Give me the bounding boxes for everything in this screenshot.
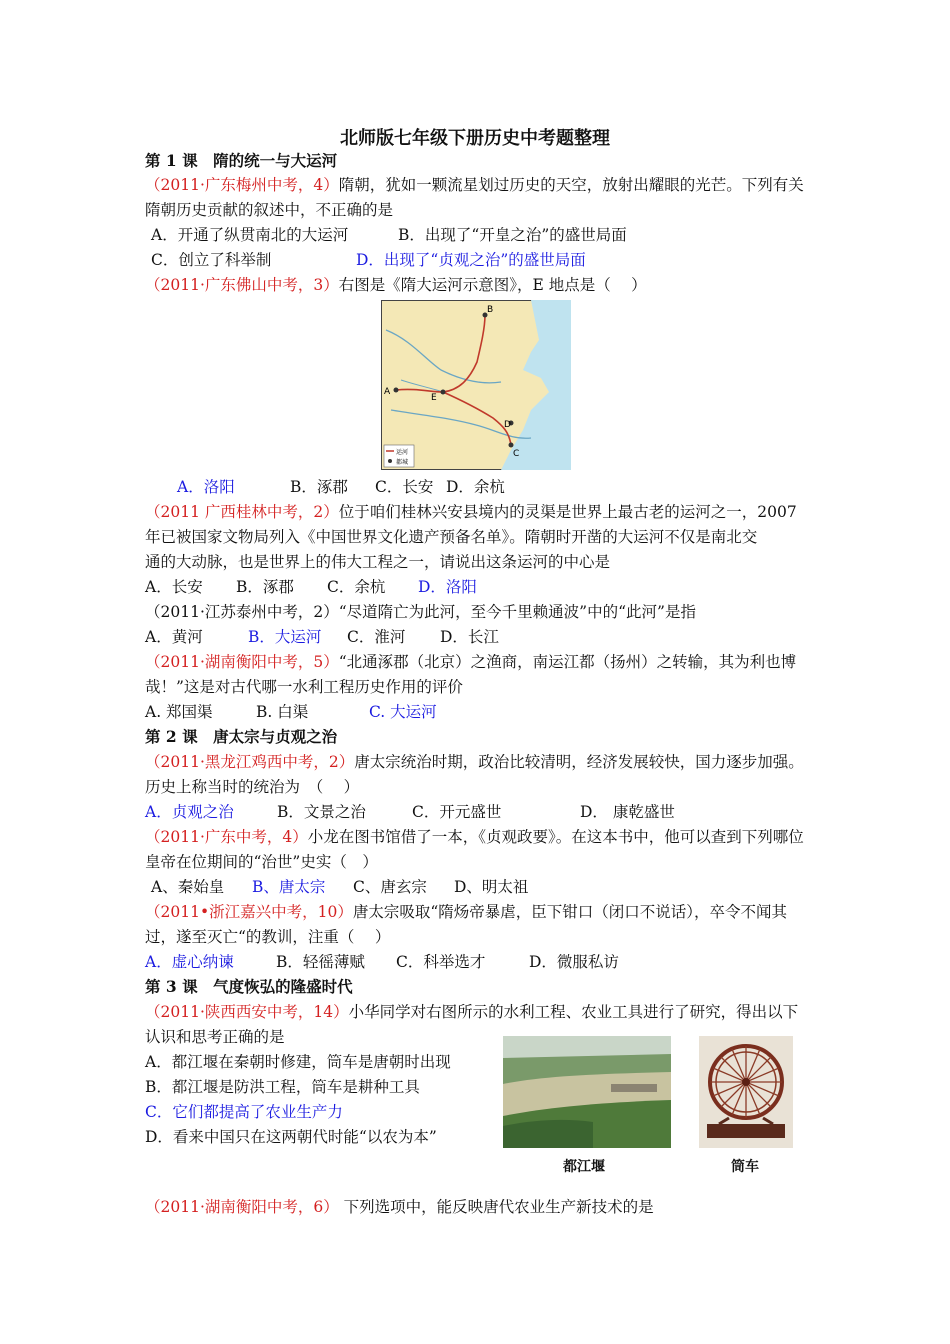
option-c: C．开元盛世 [412, 803, 502, 821]
option-d: D．长江 [440, 628, 499, 646]
option-c: C．科举选才 [396, 953, 486, 971]
question-stem [145, 1001, 798, 1023]
question-stem [145, 501, 797, 523]
option-b: B．都江堰是防洪工程，筒车是耕种工具 [145, 1078, 420, 1096]
option-c: C．长安 [375, 478, 434, 496]
option-a: A、秦始皇 [151, 878, 225, 896]
question-stem [145, 751, 804, 773]
legend-capital-marker [388, 459, 392, 463]
option-c: C．余杭 [327, 578, 386, 596]
water-wheel-caption: 筒车 [731, 1159, 759, 1175]
option-b: B. 白渠 [256, 703, 309, 721]
question-source: （2011·湖南衡阳中考，5） [145, 653, 339, 671]
legend-capital: 都城 [396, 459, 409, 466]
question-stem-cont: 年已被国家文物局列入《中国世界文化遗产预备名单》。隋朝时开凿的大运河不仅是南北交 [145, 528, 758, 546]
option-d-answer: D．洛阳 [418, 578, 477, 596]
wheel-base [707, 1124, 785, 1138]
stem-text: 右图是《隋大运河示意图》，E 地点是（ ） [338, 276, 647, 294]
map-label-a: A [384, 387, 391, 397]
option-b-answer: B．大运河 [248, 628, 322, 646]
city-marker [394, 388, 399, 393]
question-source: （2011·江苏泰州中考，2） [145, 603, 339, 621]
map-label-e: E [431, 393, 437, 403]
question-stem-cont: 过，遂至灭亡“的教训，注重（ ） [145, 928, 391, 946]
stem-text: “北通涿郡（北京）之渔商，南运江都（扬州）之转输，其为利也博 [338, 653, 797, 671]
option-a: A．都江堰在秦朝时修建，筒车是唐朝时出现 [145, 1053, 451, 1071]
option-a-answer: A．洛阳 [177, 478, 235, 496]
stem-text: 唐太宗吸取“隋炀帝暴虐，臣下钳口（闭口不说话），卒令不闻其 [352, 903, 788, 921]
question-stem [145, 274, 647, 296]
option-c: C．创立了科举制 [151, 251, 272, 269]
option-b-answer: B、唐太宗 [252, 878, 326, 896]
question-stem-cont: 历史上称当时的统治为 （ ） [145, 778, 360, 796]
option-c-answer: C. 大运河 [369, 703, 437, 721]
question-stem-cont: 隋朝历史贡献的叙述中，不正确的是 [145, 201, 394, 219]
lesson-2-heading: 第 2 课 唐太宗与贞观之治 [145, 727, 338, 746]
option-d-answer: D．出现了“贞观之治”的盛世局面 [356, 251, 586, 269]
question-stem-cont: 通的大动脉，也是世界上的伟大工程之一，请说出这条运河的中心是 [145, 553, 611, 571]
foreground-shrub [503, 1120, 593, 1148]
question-stem [145, 901, 787, 923]
dujiangyan-caption: 都江堰 [563, 1159, 605, 1175]
page-title: 北师版七年级下册历史中考题整理 [340, 128, 610, 149]
city-marker [509, 443, 514, 448]
question-stem [145, 174, 804, 196]
option-a-answer: A．贞观之治 [145, 803, 234, 821]
grand-canal-map [381, 300, 571, 470]
stem-text: 位于咱们桂林兴安县境内的灵渠是世界上最古老的运河之一，2007 [338, 503, 797, 521]
option-a: A. 郑国渠 [145, 703, 213, 721]
option-c-answer: C．它们都提高了农业生产力 [145, 1103, 343, 1121]
question-stem [145, 1196, 654, 1218]
option-c: C．淮河 [347, 628, 406, 646]
dam [611, 1084, 657, 1092]
dujiangyan-photo [503, 1036, 671, 1148]
question-source: （2011·湖南衡阳中考，6） [145, 1198, 339, 1216]
option-a-answer: A．虚心纳谏 [145, 953, 234, 971]
option-c: C、唐玄宗 [353, 878, 427, 896]
option-d: D．微服私访 [529, 953, 619, 971]
water-wheel-photo [699, 1036, 793, 1148]
stem-text: 下列选项中，能反映唐代农业生产新技术的是 [338, 1198, 654, 1216]
option-d: D．余杭 [446, 478, 505, 496]
option-a: A．黄河 [145, 628, 203, 646]
question-source: （2011·黑龙江鸡西中考，2） [145, 753, 355, 771]
question-source: （2011 广西桂林中考，2） [145, 503, 339, 521]
question-stem [145, 601, 696, 623]
option-b: B．轻徭薄赋 [276, 953, 365, 971]
stem-text: 小龙在图书馆借了一本，《贞观政要》。在这本书中，他可以查到下列哪位 [307, 828, 804, 846]
option-a: A．长安 [145, 578, 203, 596]
stem-text: 唐太宗统治时期，政治比较清明，经济发展较快，国力逐步加强。 [354, 753, 804, 771]
wheel-hub [742, 1078, 750, 1086]
question-source: （2011·广东佛山中考，3） [145, 276, 339, 294]
option-a: A．开通了纵贯南北的大运河 [151, 226, 349, 244]
option-d: D、明太祖 [454, 878, 529, 896]
question-stem-cont: 皇帝在位期间的“治世”史实（ ） [145, 853, 378, 871]
question-stem-cont: 哉！”这是对古代哪一水利工程历史作用的评价 [145, 678, 463, 696]
question-stem [145, 651, 796, 673]
city-marker [441, 390, 446, 395]
question-source: （2011•浙江嘉兴中考，10） [145, 903, 353, 921]
stem-text: “尽道隋亡为此河，至今千里赖通波”中的“此河”是指 [338, 603, 696, 621]
option-b: B．文景之治 [277, 803, 366, 821]
lesson-3-heading: 第 3 课 气度恢弘的隆盛时代 [145, 977, 353, 996]
option-d: D． 康乾盛世 [580, 803, 675, 821]
option-b: B．涿郡 [290, 478, 348, 496]
question-source: （2011·广东梅州中考，4） [145, 176, 339, 194]
option-d: D．看来中国只在这两朝代时能“以农为本” [145, 1128, 437, 1146]
map-label-b: B [487, 305, 494, 315]
question-stem-cont: 认识和思考正确的是 [145, 1028, 285, 1046]
stem-text: 小华同学对右图所示的水利工程、农业工具进行了研究，得出以下 [348, 1003, 799, 1021]
question-source: （2011·广东中考，4） [145, 828, 308, 846]
stem-text: 隋朝，犹如一颗流星划过历史的天空，放射出耀眼的光芒。下列有关 [338, 176, 804, 194]
option-b: B．出现了“开皇之治”的盛世局面 [398, 226, 627, 244]
option-b: B．涿郡 [236, 578, 294, 596]
map-label-c: C [513, 449, 520, 459]
legend-canal: 运河 [396, 449, 409, 456]
map-label-d: D [504, 420, 511, 430]
question-source: （2011·陕西西安中考，14） [145, 1003, 349, 1021]
question-stem [145, 826, 804, 848]
lesson-1-heading: 第 1 课 隋的统一与大运河 [145, 151, 338, 170]
